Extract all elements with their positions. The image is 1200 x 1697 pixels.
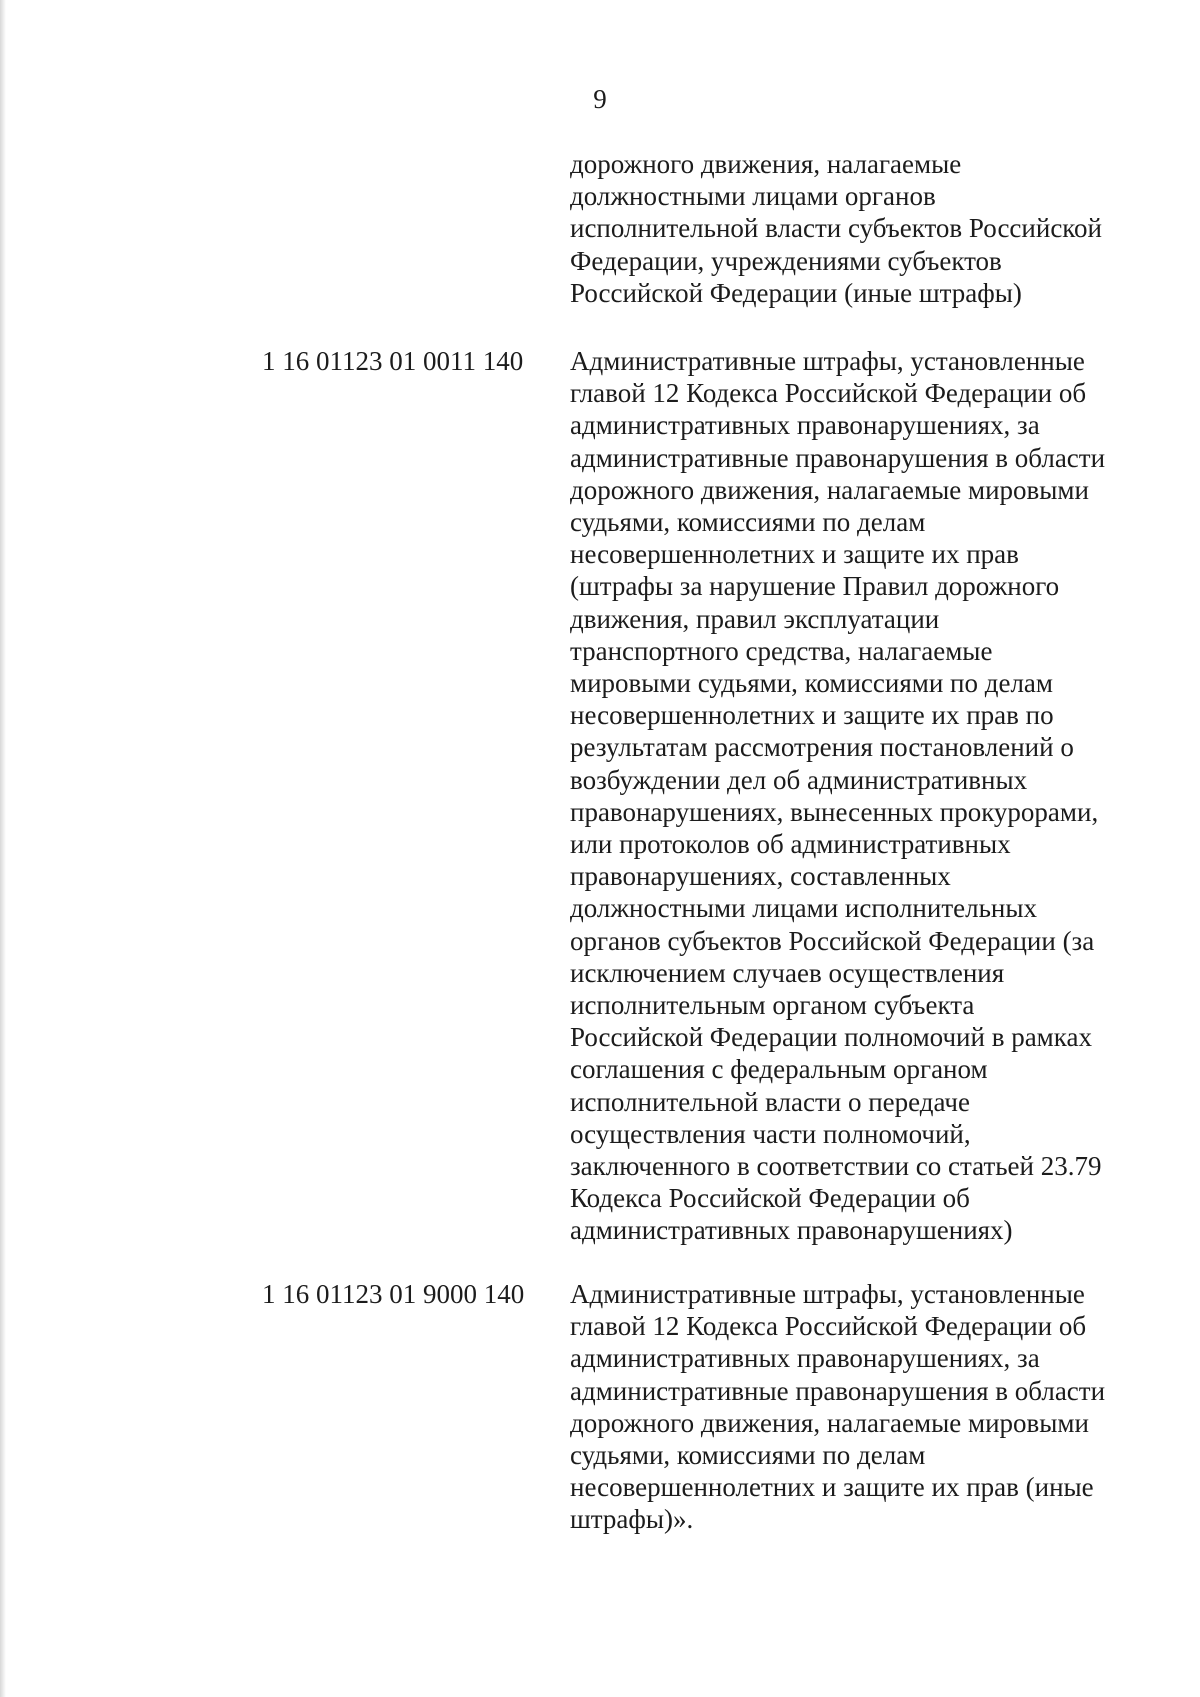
continuation-description: [570, 148, 1150, 309]
description-line: главой 12 Кодекса Российской Федерации об: [570, 378, 1087, 409]
description-line: Кодекса Российской Федерации об: [570, 1183, 970, 1214]
description-line: несовершеннолетних и защите их прав: [570, 539, 1019, 570]
description-line: правонарушениях, вынесенных прокурорами,: [570, 796, 1099, 827]
page-number: 9: [593, 84, 607, 114]
description-line: дорожного движения, налагаемые мировыми: [570, 1407, 1089, 1438]
description-line: должностными лицами исполнительных: [570, 893, 1037, 924]
description-line: несовершеннолетних и защите их прав (иные: [570, 1472, 1094, 1503]
description-line: (штрафы за нарушение Правил дорожного: [570, 571, 1060, 602]
description-line: возбуждении дел об административных: [570, 764, 1028, 795]
description-line: исполнительным органом субъекта: [570, 990, 975, 1021]
description-line: должностными лицами органов: [570, 181, 936, 212]
description-line: административных правонарушениях): [570, 1215, 1013, 1246]
description-line: штрафы)».: [570, 1504, 694, 1535]
description-line: органов субъектов Российской Федерации (за: [570, 925, 1095, 956]
description-line: Административные штрафы, установленные: [570, 1279, 1085, 1309]
description-line: административные правонарушения в области: [570, 1375, 1106, 1406]
description-line: Административные штрафы, установленные: [570, 346, 1085, 376]
entry-description: [570, 1278, 1150, 1536]
description-line: Российской Федерации (иные штрафы): [570, 277, 1022, 308]
description-line: исполнительной власти субъектов Российской: [570, 213, 1102, 244]
description-line: исключением случаев осуществления: [570, 957, 1005, 988]
description-line: транспортного средства, налагаемые: [570, 635, 993, 666]
description-line: главой 12 Кодекса Российской Федерации об: [570, 1311, 1087, 1342]
description-line: дорожного движения, налагаемые: [570, 149, 962, 179]
description-line: движения, правил эксплуатации: [570, 603, 940, 634]
budget-code: 1 16 01123 01 0011 140: [262, 346, 524, 376]
budget-code: 1 16 01123 01 9000 140: [262, 1279, 525, 1309]
description-line: судьями, комиссиями по делам: [570, 507, 926, 538]
description-line: административных правонарушениях, за: [570, 410, 1040, 441]
description-line: заключенного в соответствии со статьей 23.79: [570, 1151, 1102, 1182]
entry-description: [570, 345, 1150, 1247]
description-line: административные правонарушения в области: [570, 442, 1106, 473]
description-line: мировыми судьями, комиссиями по делам: [570, 668, 1053, 699]
description-line: или протоколов об административных: [570, 829, 1011, 860]
description-line: несовершеннолетних и защите их прав по: [570, 700, 1054, 731]
description-line: Российской Федерации полномочий в рамках: [570, 1022, 1092, 1053]
description-line: результатам рассмотрения постановлений о: [570, 732, 1074, 763]
description-line: правонарушениях, составленных: [570, 861, 951, 892]
description-line: судьями, комиссиями по делам: [570, 1440, 926, 1471]
description-line: исполнительной власти о передаче: [570, 1086, 970, 1117]
description-line: осуществления части полномочий,: [570, 1118, 971, 1149]
description-line: административных правонарушениях, за: [570, 1343, 1040, 1374]
description-line: Федерации, учреждениями субъектов: [570, 245, 1002, 276]
description-line: соглашения с федеральным органом: [570, 1054, 988, 1085]
scan-edge: [0, 0, 6, 1697]
description-line: дорожного движения, налагаемые мировыми: [570, 474, 1089, 505]
